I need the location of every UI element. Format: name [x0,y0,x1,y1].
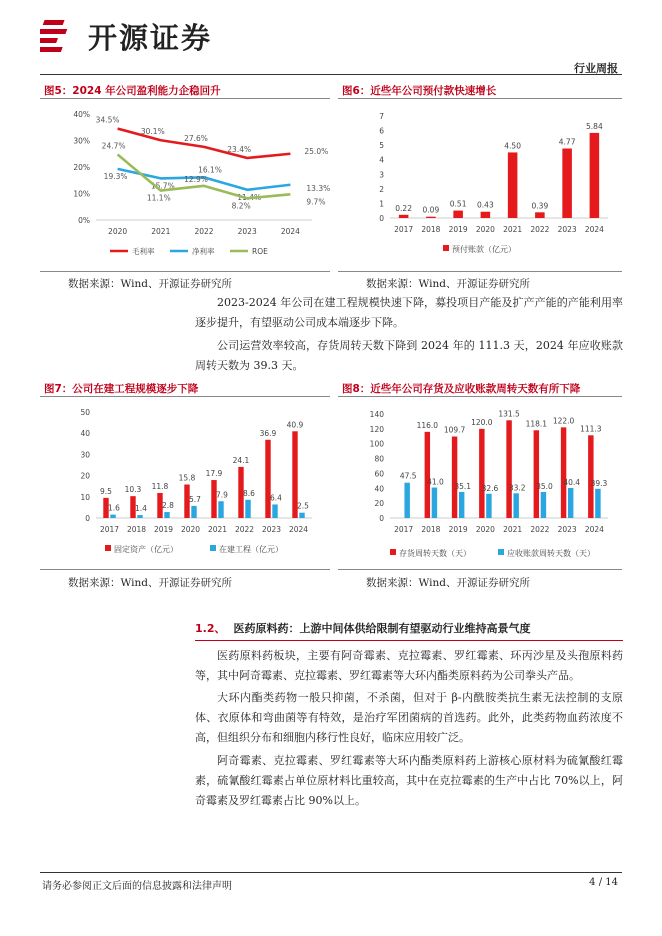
fig8-data-label: 35.1 [454,481,472,491]
fig6-bottom-rule [338,271,622,272]
fig6-data-label: 0.09 [422,205,440,215]
fig8-xtick: 2024 [584,525,604,534]
fig8-bar-s0 [534,430,539,518]
fig8-xtick: 2017 [394,525,414,534]
section-divider [195,640,623,641]
paragraph-macrolides: 大环内酯类药物一般只抑菌，不杀菌，但对于 β-内酰胺类抗生素无法控制的支原体、衣原体和弯曲菌等有特效，是治疗军团菌病的首选药。此外，此类药物血药浓度不高，但组织分布和细胞内移行性良好，临床应用较广泛。 [195,691,623,744]
fig5-ytick: 40% [73,110,90,119]
fig6-ytick: 1 [379,199,384,209]
fig5-data-label: 23.4% [227,144,252,154]
fig7-source: 数据来源：Wind、开源证券研究所 [68,577,232,589]
fig7-bar-s1 [110,515,115,518]
fig8-ytick: 100 [369,439,384,449]
fig6-xtick: 2022 [530,225,550,234]
fig5-data-label: 30.1% [140,127,165,137]
fig6-xtick: 2017 [394,225,414,234]
paragraph-construction: 2023-2024 年公司在建工程规模快速下降，募投项目产能及扩产产能的产能利用率逐步提升，有望驱动公司成本端逐步下降。 [195,296,623,329]
fig8-data-label: 122.0 [552,416,575,426]
fig8-data-label: 33.2 [508,483,526,493]
fig7-bar-s1 [245,500,250,518]
fig6-legend-swatch [443,245,449,251]
fig7-ytick: 30 [80,450,90,460]
fig8-legend-swatch [390,549,396,555]
fig7-ytick: 20 [80,471,90,481]
section-number: 1.2、 [195,622,226,635]
fig5-data-label: 11.1% [146,193,171,203]
fig5-data-label: 34.5% [95,115,120,125]
fig5-source: 数据来源：Wind、开源证券研究所 [68,278,232,290]
fig8-bar-s1 [568,488,573,518]
paragraph-raw-material: 阿奇霉素、克拉霉素、罗红霉素等大环内酯类原料药上游核心原材料为硫氰酸红霉素，硫氰酸红霉素占单位原材料比重较高，其中在克拉霉素的生产中占比 70%以上，阿奇霉素及罗红霉素占比 90%以上。 [195,754,623,807]
fig7-xtick: 2019 [153,525,174,534]
fig7-legend-label: 在建工程（亿元） [219,545,283,554]
fig6-data-label: 0.22 [395,203,412,213]
fig6-bar-s0 [426,217,436,218]
fig5-data-label: 24.7% [101,141,126,151]
fig8-bar-s0 [479,429,484,518]
fig7-data-label: 2.5 [297,501,309,511]
fig7-xtick: 2023 [261,525,282,534]
fig8-data-label: 35.0 [536,482,553,491]
fig5-data-label: 16.1% [198,165,222,175]
fig7-data-label: 40.9 [286,420,304,430]
fig6-xtick: 2023 [557,225,577,234]
fig6-data-label: 0.39 [531,201,549,211]
fig6-legend-label: 预付账款（亿元） [452,245,516,254]
fig7-svg [40,400,332,568]
fig7-bar-s1 [218,501,223,518]
fig6-xtick: 2021 [503,225,523,234]
fig7-data-label: 1.6 [108,503,120,513]
fig7-legend-swatch [210,545,216,551]
fig6-chart [338,102,624,270]
fig7-data-label: 11.8 [151,481,169,491]
fig5-ytick: 10% [73,189,90,199]
fig7-data-label: 24.1 [232,455,250,465]
footer-divider [40,872,622,873]
fig6-data-label: 4.77 [558,137,576,147]
fig6-svg [338,102,624,270]
fig7-data-label: 15.8 [178,473,196,483]
fig7-ytick: 40 [80,429,90,439]
fig7-xtick: 2018 [126,525,147,534]
fig7-data-label: 10.3 [124,485,142,495]
fig8-data-label: 120.0 [471,417,493,427]
fig8-bar-s0 [506,420,511,518]
fig6-bar-s0 [508,152,518,218]
fig6-ytick: 3 [379,170,384,180]
fig5-data-label: 8.2% [231,201,251,211]
fig5-data-label: 9.7% [306,197,326,207]
fig7-data-label: 17.9 [205,469,223,479]
fig8-bar-s0 [561,427,566,518]
fig7-title-rule [40,396,330,397]
paragraph-turnover: 公司运营效率较高，存货周转天数下降到 2024 年的 111.3 天，2024 年应收账款周转天数为 39.3 天。 [195,339,623,372]
fig5-svg [40,102,332,270]
fig5-title-rule [40,98,330,99]
fig5-data-label: 12.9% [184,174,208,184]
fig8-ytick: 120 [369,424,384,434]
fig5-xtick: 2024 [280,227,300,236]
fig5-xtick: 2023 [237,227,257,236]
fig8-ytick: 0 [379,514,384,523]
fig7-legend-label: 固定资产（亿元） [114,545,178,554]
fig8-ytick: 60 [374,469,384,479]
fig8-bar-s1 [513,493,518,518]
fig8-data-label: 111.3 [580,424,602,434]
fig5-xtick: 2021 [151,227,171,236]
fig7-bar-s0 [265,440,270,518]
fig6-xtick: 2019 [448,225,468,234]
fig8-bottom-rule [338,569,622,570]
fig8-bar-s1 [486,494,491,518]
fig7-xtick: 2024 [288,525,309,534]
fig6-data-label: 5.84 [586,121,603,131]
fig7-legend-swatch [105,545,111,551]
fig6-xtick: 2018 [421,225,441,234]
fig6-data-label: 0.51 [449,199,467,209]
footer-disclaimer: 请务必参阅正文后面的信息披露和法律声明 [42,881,232,892]
fig8-xtick: 2019 [448,525,468,534]
fig7-xtick: 2017 [99,525,120,534]
fig5-data-label: 13.3% [306,183,331,193]
fig6-bar-s0 [399,215,409,218]
fig5-data-label: 15.7% [150,181,175,191]
fig8-ytick: 20 [374,499,384,509]
fig8-title-rule [338,396,622,397]
fig7-xtick: 2020 [180,525,201,534]
fig8-xtick: 2023 [557,525,577,534]
fig7-xtick: 2022 [234,525,255,534]
fig6-ytick: 2 [379,184,384,194]
fig8-bar-s1 [595,489,600,518]
fig8-bar-s0 [588,435,593,518]
fig5-title: 图5：2024 年公司盈利能力企稳回升 [44,85,221,97]
fig7-data-label: 9.5 [100,486,112,496]
fig5-data-label: 27.6% [184,133,208,143]
fig6-ytick: 4 [379,155,384,165]
fig7-ytick: 0 [85,514,90,523]
fig6-xtick: 2024 [584,225,604,234]
fig8-chart [338,400,624,568]
fig6-source: 数据来源：Wind、开源证券研究所 [366,278,530,290]
fig8-data-label: 32.6 [481,483,499,493]
fig6-ytick: 6 [379,126,384,136]
fig8-data-label: 47.5 [399,471,417,481]
fig5-legend-label: ROE [252,247,268,256]
fig7-bar-s1 [164,512,169,518]
fig5-legend-label: 净利率 [192,247,215,256]
fig7-ytick: 10 [80,492,90,502]
company-name: 开源证券 [88,20,213,55]
fig8-legend-label: 存货周转天数（天） [399,549,471,558]
fig5-ytick: 30% [73,136,90,146]
fig6-xtick: 2020 [475,225,495,234]
fig5-data-label: 25.0% [304,146,329,156]
page-number: 4 / 14 [589,877,618,888]
fig8-bar-s0 [452,437,457,518]
fig7-ytick: 50 [80,408,90,417]
fig8-data-label: 116.0 [416,420,439,430]
fig5-chart [40,102,332,270]
fig8-data-label: 41.0 [427,477,444,487]
fig7-data-label: 6.4 [270,493,282,503]
fig6-bar-s0 [535,212,545,218]
fig5-ytick: 20% [73,163,90,172]
fig5-legend-label: 毛利率 [132,247,155,256]
section-title: 医药原料药：上游中间体供给限制有望驱动行业维持高景气度 [233,622,531,635]
fig7-xtick: 2021 [207,525,228,534]
fig8-bar-s1 [459,492,464,518]
fig8-source: 数据来源：Wind、开源证券研究所 [366,577,530,589]
kaiyuan-logo-icon [40,16,80,56]
fig7-bar-s1 [299,513,304,518]
fig7-chart [40,400,332,568]
fig7-title: 图7：公司在建工程规模逐步下降 [44,383,199,395]
fig5-bottom-rule [40,271,330,272]
fig8-svg [338,400,624,568]
fig7-data-label: 36.9 [259,428,277,438]
fig8-bar-s1 [541,492,546,518]
fig5-ytick: 0% [78,216,90,225]
fig5-data-label: 11.4% [237,192,262,202]
section-heading [195,620,623,638]
fig8-legend-label: 应收账款周转天数（天） [507,549,595,558]
fig8-ytick: 40 [374,484,384,494]
fig5-xtick: 2020 [108,227,128,236]
fig6-title-rule [338,98,622,99]
fig8-ytick: 140 [369,410,384,419]
fig6-ytick: 5 [379,141,384,151]
fig7-bar-s1 [191,506,196,518]
fig6-bar-s0 [562,148,572,218]
fig5-data-label: 19.3% [103,171,128,181]
fig7-data-label: 5.7 [189,494,201,504]
fig7-bottom-rule [40,569,330,570]
fig8-ytick: 80 [374,454,384,464]
paragraph-api-products: 医药原料药板块，主要有阿奇霉素、克拉霉素、罗红霉素、环丙沙星及头孢原料药等，其中阿奇霉素、克拉霉素、罗红霉素等大环内酯类原料药为公司拳头产品。 [195,649,623,682]
fig6-bar-s0 [481,212,491,218]
fig8-data-label: 131.5 [498,409,520,419]
fig8-xtick: 2018 [421,525,441,534]
fig8-xtick: 2020 [475,525,495,534]
fig6-data-label: 4.50 [504,141,521,151]
fig7-data-label: 8.6 [243,488,255,498]
fig6-bar-s0 [590,133,600,218]
fig7-bar-s1 [272,504,277,518]
fig8-bar-s1 [404,483,409,518]
fig7-bar-s1 [137,515,142,518]
fig6-ytick: 7 [379,112,384,121]
fig6-bar-s0 [453,211,463,218]
fig8-legend-swatch [498,549,504,555]
fig8-data-label: 118.1 [525,419,548,429]
header-divider [40,74,622,75]
fig8-data-label: 109.7 [443,425,466,435]
report-type: 行业周报 [574,62,618,75]
fig6-title: 图6：近些年公司预付款快速增长 [342,85,497,97]
fig8-xtick: 2021 [503,525,523,534]
fig8-data-label: 40.4 [563,477,581,487]
fig8-bar-s1 [432,488,437,518]
company-logo [40,14,260,58]
fig7-data-label: 2.8 [162,501,174,511]
fig6-data-label: 0.43 [477,200,494,210]
fig8-xtick: 2022 [530,525,550,534]
fig8-data-label: 39.3 [590,478,608,488]
fig8-title: 图8：近些年公司存货及应收账款周转天数有所下降 [342,383,581,395]
fig7-data-label: 7.9 [216,490,228,500]
fig5-xtick: 2022 [194,227,214,236]
fig8-bar-s0 [425,432,430,518]
fig7-data-label: 1.4 [135,504,147,514]
fig6-ytick: 0 [379,214,384,223]
